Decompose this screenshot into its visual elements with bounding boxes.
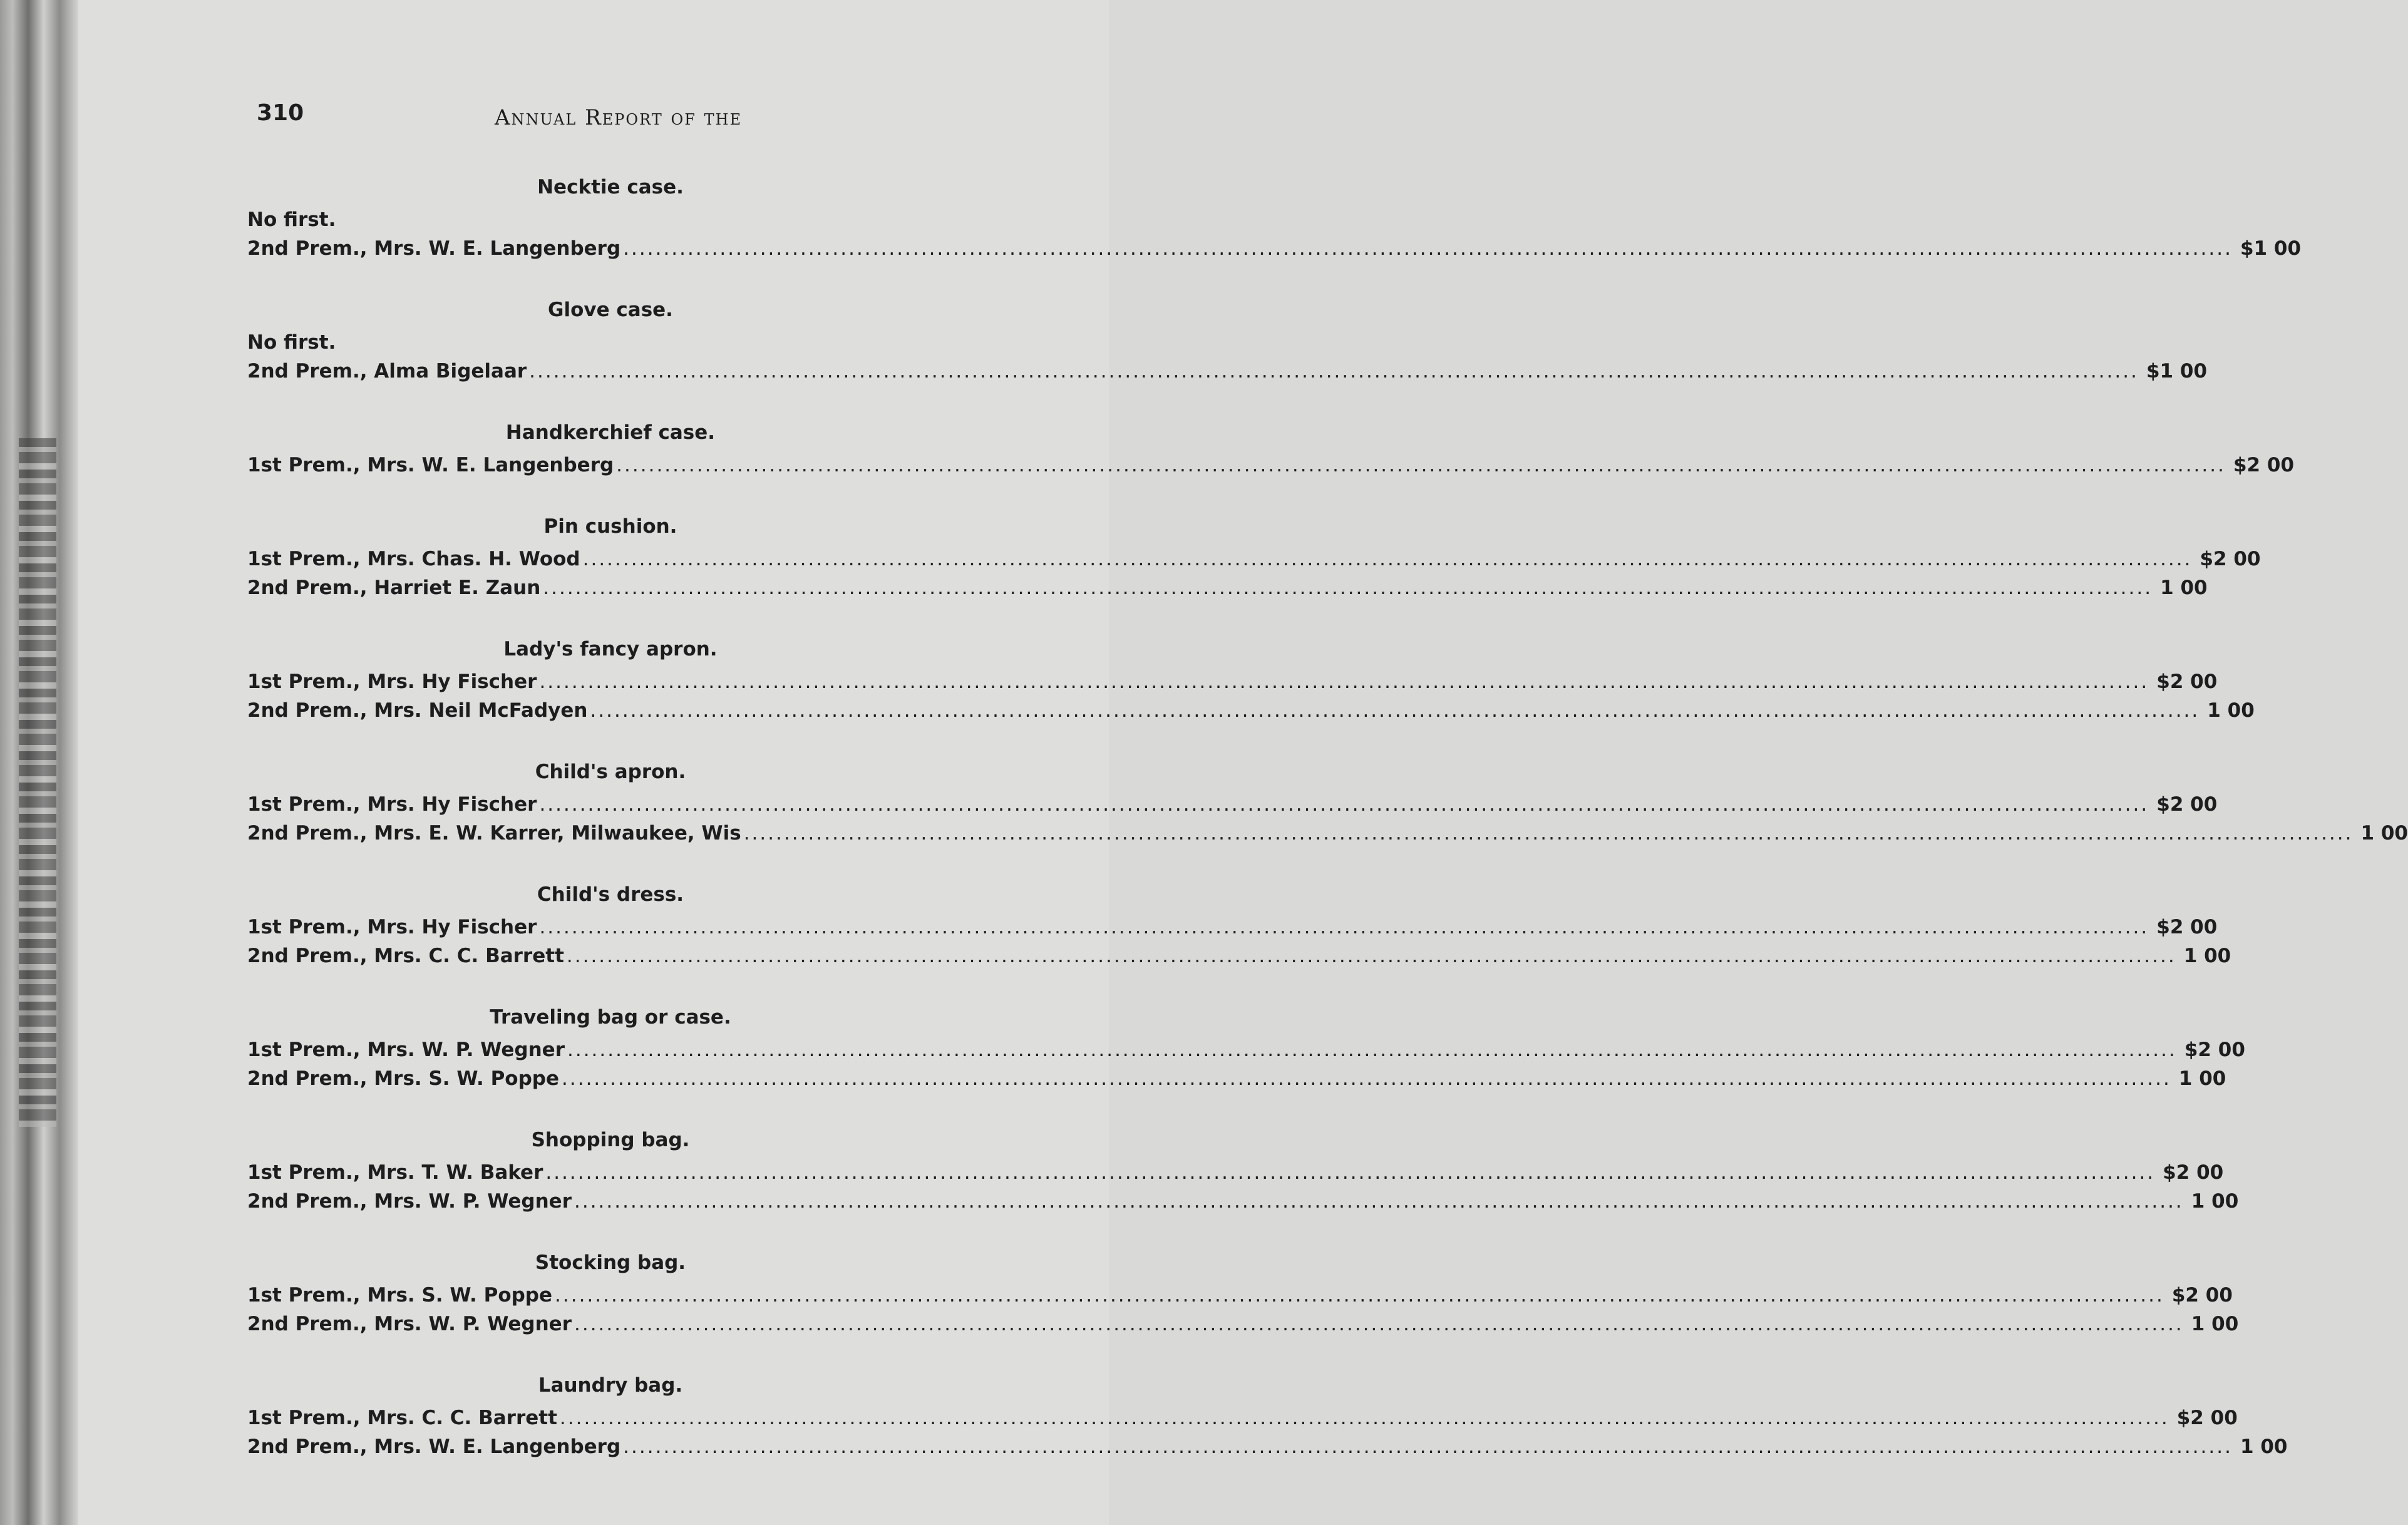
premium-amount: 1 00 <box>2191 1190 2239 1213</box>
page-edges <box>19 438 56 1127</box>
premium-entry <box>247 1064 2226 1093</box>
premium-entry <box>247 357 2208 386</box>
section-title: Laundry bag. <box>538 1374 683 1397</box>
premium-section <box>247 414 2295 480</box>
premium-entry <box>247 1281 2233 1310</box>
book-binding <box>0 0 78 1525</box>
premium-amount: 1 00 <box>2191 1313 2239 1335</box>
premium-entry <box>247 696 2255 725</box>
winner-name: 2nd Prem., Mrs. E. W. Karrer, Milwaukee, Wis <box>247 822 741 845</box>
premium-amount: $2 00 <box>2171 1284 2233 1307</box>
dot-leader: ........................................................................................................................................................................................................ <box>567 1039 2177 1061</box>
premium-amount: $2 00 <box>2184 1039 2245 1061</box>
premium-entry <box>247 545 2261 573</box>
premium-entry <box>247 667 2218 696</box>
premium-amount: 1 00 <box>2160 577 2208 599</box>
winner-name: 2nd Prem., Mrs. W. P. Wegner <box>247 1313 572 1335</box>
premium-amount: $2 00 <box>2156 793 2218 816</box>
premium-entry <box>247 790 2218 819</box>
winner-name: 2nd Prem., Mrs. C. C. Barrett <box>247 945 564 967</box>
section-title: Stocking bag. <box>535 1251 686 1274</box>
winner-name: 1st Prem., Mrs. Chas. H. Wood <box>247 548 580 570</box>
dot-leader: ........................................................................................................................................................................................................ <box>555 1284 2164 1307</box>
dot-leader: ........................................................................................................................................................................................................ <box>545 1161 2156 1184</box>
section-title: Lady's fancy apron. <box>503 638 718 660</box>
premium-entry <box>247 451 2295 480</box>
winner-name: 1st Prem., Mrs. W. P. Wegner <box>247 1039 565 1061</box>
section-title: Traveling bag or case. <box>490 1006 731 1029</box>
premium-amount: $2 00 <box>2233 454 2295 476</box>
premium-amount: $2 00 <box>2200 548 2261 570</box>
dot-leader: ........................................................................................................................................................................................................ <box>539 793 2149 816</box>
winner-name: 2nd Prem., Mrs. S. W. Poppe <box>247 1067 560 1090</box>
premium-entry <box>247 1404 2238 1432</box>
premium-amount: $2 00 <box>2156 916 2218 938</box>
premium-section <box>247 1122 2239 1216</box>
premium-entry <box>247 234 2302 263</box>
section-title: Glove case. <box>548 299 673 321</box>
running-title: Annual Report of the <box>495 105 743 130</box>
section-title: Pin cushion. <box>543 515 677 538</box>
premium-amount: 1 00 <box>2207 699 2255 722</box>
premium-entry <box>247 1187 2239 1216</box>
section-title: Child's apron. <box>535 761 686 783</box>
premium-entry <box>247 913 2218 942</box>
premium-amount: 1 00 <box>2240 1435 2288 1458</box>
premium-amount: $2 00 <box>2156 670 2218 693</box>
premium-section <box>247 508 2261 602</box>
winner-name: 1st Prem., Mrs. Hy Fischer <box>247 793 537 816</box>
dot-leader: ........................................................................................................................................................................................................ <box>623 1435 2233 1458</box>
premium-entry <box>247 1432 2288 1461</box>
section-title: Shopping bag. <box>531 1129 690 1151</box>
premium-entry <box>247 942 2231 970</box>
premium-amount: $1 00 <box>2146 360 2208 383</box>
section-note: No first. <box>247 208 336 231</box>
winner-name: 2nd Prem., Mrs. W. E. Langenberg <box>247 237 621 260</box>
premium-section <box>247 292 2208 386</box>
dot-leader: ........................................................................................................................................................................................................ <box>743 822 2354 845</box>
dot-leader: ........................................................................................................................................................................................................ <box>562 1067 2171 1090</box>
page-number: 310 <box>257 100 304 126</box>
premium-list <box>247 169 2408 1490</box>
premium-entry <box>247 1310 2239 1338</box>
premium-amount: 1 00 <box>2360 822 2408 845</box>
premium-section <box>247 876 2231 970</box>
winner-name: 2nd Prem., Alma Bigelaar <box>247 360 527 383</box>
premium-entry <box>247 1158 2224 1187</box>
dot-leader: ........................................................................................................................................................................................................ <box>539 916 2149 938</box>
dot-leader: ........................................................................................................................................................................................................ <box>543 577 2153 599</box>
winner-name: 2nd Prem., Mrs. W. P. Wegner <box>247 1190 572 1213</box>
premium-amount: 1 00 <box>2183 945 2231 967</box>
section-title: Child's dress. <box>537 883 684 906</box>
dot-leader: ........................................................................................................................................................................................................ <box>582 548 2193 570</box>
dot-leader: ........................................................................................................................................................................................................ <box>574 1190 2184 1213</box>
premium-section <box>247 999 2245 1093</box>
section-title: Necktie case. <box>537 176 684 198</box>
winner-name: 1st Prem., Mrs. W. E. Langenberg <box>247 454 614 476</box>
winner-name: 1st Prem., Mrs. Hy Fischer <box>247 916 537 938</box>
premium-section <box>247 1245 2239 1338</box>
premium-entry <box>247 573 2208 602</box>
premium-amount: $1 00 <box>2240 237 2302 260</box>
premium-amount: 1 00 <box>2178 1067 2226 1090</box>
premium-section <box>247 1367 2288 1461</box>
winner-name: 2nd Prem., Mrs. Neil McFadyen <box>247 699 588 722</box>
section-title: Handkerchief case. <box>505 421 716 444</box>
premium-amount: $2 00 <box>2176 1407 2238 1429</box>
winner-name: 2nd Prem., Harriet E. Zaun <box>247 577 541 599</box>
premium-entry <box>247 1035 2245 1064</box>
premium-entry <box>247 819 2408 848</box>
page-header <box>257 100 1039 138</box>
premium-amount: $2 00 <box>2163 1161 2224 1184</box>
winner-name: 1st Prem., Mrs. S. W. Poppe <box>247 1284 553 1307</box>
dot-leader: ........................................................................................................................................................................................................ <box>574 1313 2184 1335</box>
dot-leader: ........................................................................................................................................................................................................ <box>559 1407 2169 1429</box>
dot-leader: ........................................................................................................................................................................................................ <box>590 699 2200 722</box>
dot-leader: ........................................................................................................................................................................................................ <box>539 670 2149 693</box>
premium-section <box>247 169 2302 263</box>
winner-name: 1st Prem., Mrs. C. C. Barrett <box>247 1407 557 1429</box>
winner-name: 1st Prem., Mrs. T. W. Baker <box>247 1161 543 1184</box>
section-note: No first. <box>247 331 336 354</box>
winner-name: 2nd Prem., Mrs. W. E. Langenberg <box>247 1435 621 1458</box>
dot-leader: ........................................................................................................................................................................................................ <box>566 945 2176 967</box>
premium-section <box>247 631 2255 725</box>
dot-leader: ........................................................................................................................................................................................................ <box>529 360 2139 383</box>
winner-name: 1st Prem., Mrs. Hy Fischer <box>247 670 537 693</box>
dot-leader: ........................................................................................................................................................................................................ <box>616 454 2226 476</box>
premium-section <box>247 754 2408 848</box>
dot-leader: ........................................................................................................................................................................................................ <box>623 237 2233 260</box>
